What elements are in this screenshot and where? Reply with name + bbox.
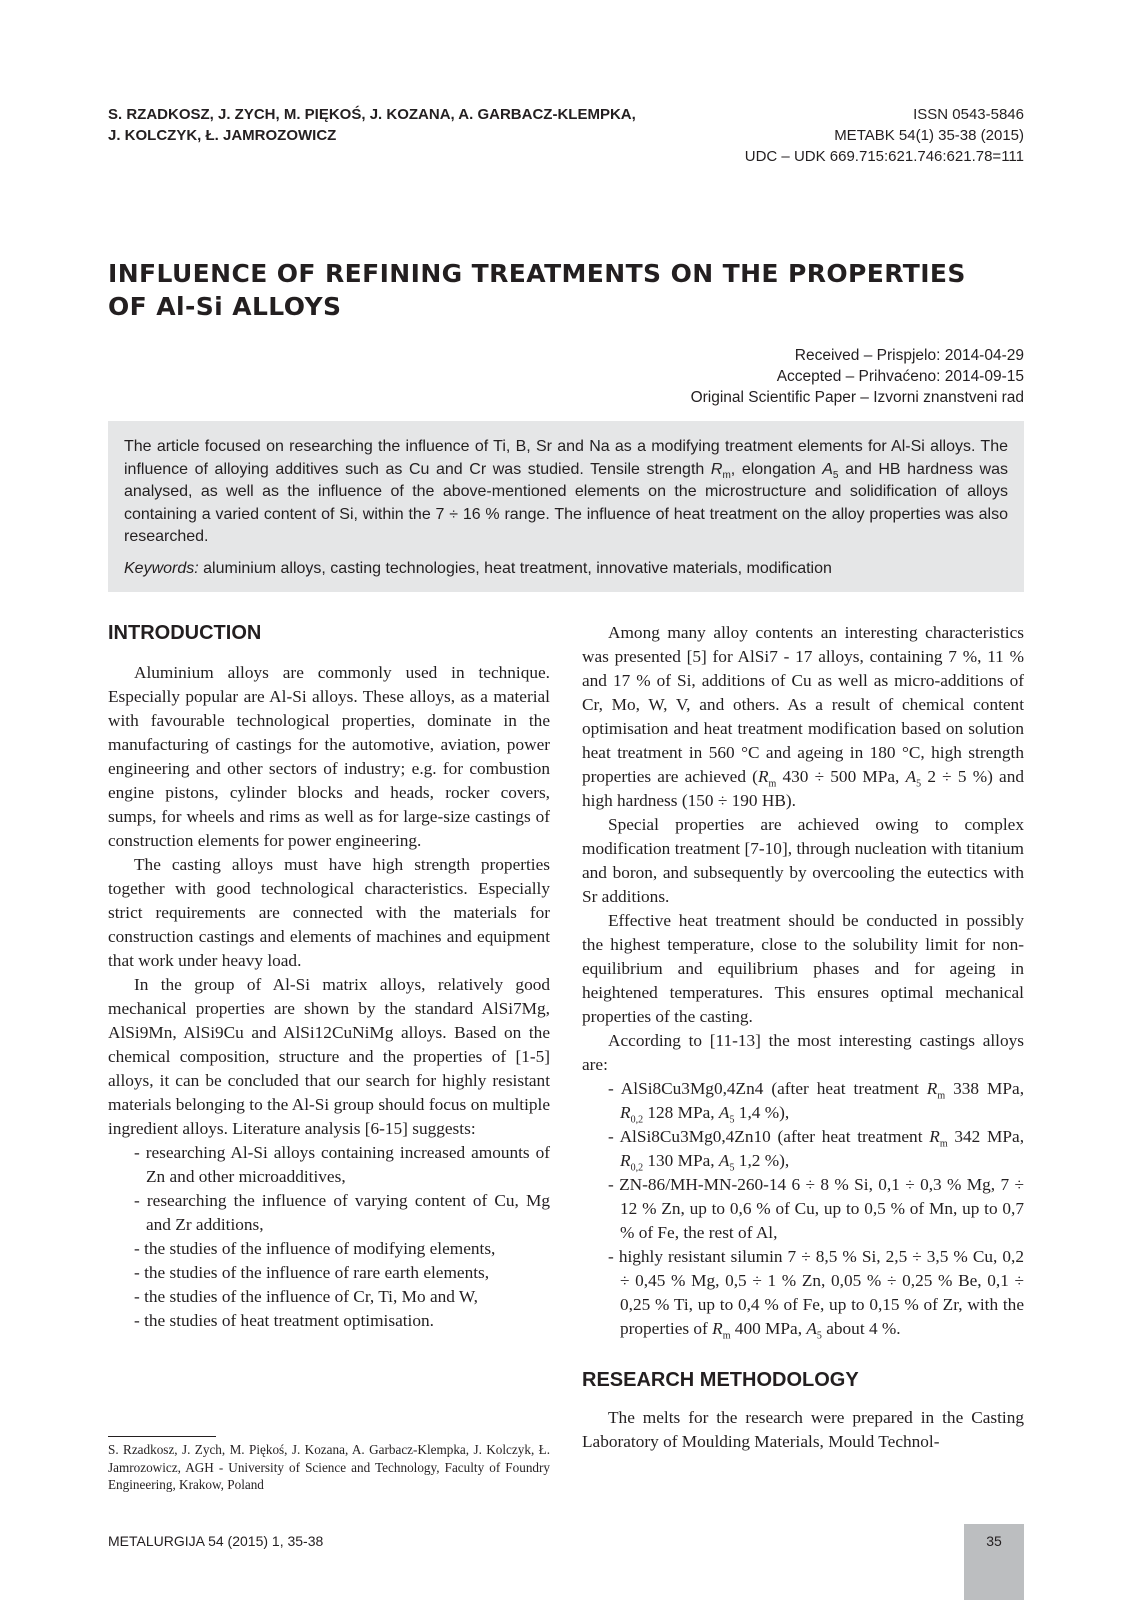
symbol: R [929,1127,940,1146]
list-item [582,1245,1024,1341]
udc: UDC – UDK 669.715:621.746:621.78=111 [744,148,1024,165]
right-paragraph-4: According to [11-13] the most interesting castings alloys are: [582,1031,1024,1074]
title-line-1: INFLUENCE OF REFINING TREATMENTS ON THE PROPERTIES [108,259,966,288]
footnote-divider [108,1436,216,1437]
symbol: R [620,1103,631,1122]
list-item: - the studies of the influence of rare earth elements, [108,1261,550,1285]
text-part: 128 MPa, [643,1103,719,1122]
research-methodology-heading: RESEARCH METHODOLOGY [582,1369,859,1391]
abstract-part: , elongation [730,460,823,478]
symbol: A [718,1103,730,1122]
metabk: METABK 54(1) 35-38 (2015) [834,127,1024,144]
right-paragraph-2: Special properties are achieved owing to complex modification treatment [7-10], through nucleation with titanium and boron, and subsequently by overcooling the eutectics with Sr additions. [582,815,1024,906]
list-item [582,1077,1024,1125]
text-part: AlSi8Cu3Mg0,4Zn10 (after heat treatment [619,1127,930,1146]
text-part: 430 ÷ 500 MPa, [776,767,906,786]
subscript: 5 [729,1114,735,1126]
journal-info [745,104,1024,167]
text-part: 342 MPa, [947,1127,1025,1146]
abstract-text [124,436,1008,549]
text-part: AlSi8Cu3Mg0,4Zn4 (after heat treatment [620,1079,927,1098]
right-paragraph-1 [582,621,1024,813]
symbol: R [712,1319,723,1338]
left-column [108,621,550,1333]
subscript: m [937,1090,946,1102]
abstract-box [108,421,1024,592]
subscript: m [722,1330,731,1342]
subscript: 0,2 [630,1114,644,1126]
intro-paragraph-2: The casting alloys must have high strength properties together with good technological characteristics. Especially strict requirements are connected with the materials for construction castings and elements of machines and equipment that work under heavy load. [108,855,550,970]
accepted-date: Accepted – Prihvaćeno: 2014-09-15 [776,368,1024,385]
introduction-heading: INTRODUCTION [108,622,262,644]
symbol: A [718,1151,730,1170]
subscript: m [722,469,731,481]
list-item: - ZN-86/MH-MN-260-14 6 ÷ 8 % Si, 0,1 ÷ 0,3 % Mg, 7 ÷ 12 % Zn, up to 0,6 % of Cu, up to 0,5 % of Mn, up to 0,7 % of Fe, the rest of Al, [582,1173,1024,1245]
abstract-part: and HB hardness was analysed, as well as the influence of the above-mentioned elements on the microstructure and solidification of alloys containing a varied content of Si, within the 7 ÷ 16 % range. The influence of heat treatment on the alloy properties was also researched. [124,460,1008,545]
text-part: 1,4 %), [734,1103,790,1122]
methodology-paragraph: The melts for the research were prepared in the Casting Laboratory of Moulding Materials, Mould Technol- [582,1408,1024,1451]
symbol: A [822,460,833,478]
list-item: - researching Al-Si alloys containing increased amounts of Zn and other microadditives, [108,1141,550,1189]
alloys-list [582,1077,1024,1341]
subscript: m [768,778,777,790]
subscript: m [939,1138,948,1150]
paper-type: Original Scientific Paper – Izvorni znanstveni rad [690,389,1024,406]
list-item [582,1125,1024,1173]
page-number: 35 [986,1533,1002,1549]
list-item: - the studies of the influence of Cr, Ti, Mo and W, [108,1285,550,1309]
text-part: 1,2 %), [734,1151,790,1170]
symbol: R [926,1079,938,1098]
symbol: A [905,767,917,786]
journal-footer: METALURGIJA 54 (2015) 1, 35-38 [108,1533,324,1549]
symbol: A [806,1319,817,1338]
subscript: 0,2 [630,1162,644,1174]
intro-paragraph-3: In the group of Al-Si matrix alloys, relatively good mechanical properties are shown by the standard AlSi7Mg, AlSi9Mn, AlSi9Cu and AlSi12CuNiMg alloys. Based on the chemical composition, structure and the properties of [1-5] alloys, it can be concluded that our search for highly resistant materials belonging to the Al-Si group should focus on multiple ingredient alloys. Literature analysis [6-15] suggests: [108,975,550,1138]
page-number-box [964,1524,1024,1600]
text-part: about 4 %. [821,1319,901,1338]
received-date: Received – Prispjelo: 2014-04-29 [794,347,1024,364]
authors-line-1: S. RZADKOSZ, J. ZYCH, M. PIĘKOŚ, J. KOZANA, A. GARBACZ-KLEMPKA, [108,106,636,123]
subscript: 5 [832,469,839,481]
authors-line-2: J. KOLCZYK, Ł. JAMROZOWICZ [108,127,337,144]
keywords [124,558,1008,581]
subscript: 5 [816,1330,822,1342]
keywords-list: aluminium alloys, casting technologies, heat treatment, innovative materials, modification [198,559,832,577]
authors [108,104,688,146]
symbol: R [757,767,769,786]
abstract-part: The article focused on researching the influence of Ti, B, Sr and Na as a modifying treatment elements for Al-Si alloys. The influence of alloying additives such as Cu and Cr was studied. Tensile strength [124,438,1008,478]
text-part: highly resistant silumin 7 ÷ 8,5 % Si, 2,5 ÷ 3,5 % Cu, 0,2 ÷ 0,45 % Mg, 0,5 ÷ 1 % Zn, 0,05 % ÷ 0,25 % Be, 0,1 ÷ 0,25 % Ti, up to 0,4 % of Fe, up to 0,15 % of Zr, with the properties of [618,1247,1024,1338]
intro-paragraph-1: Aluminium alloys are commonly used in technique. Especially popular are Al-Si alloys. These alloys, as a material with favourable technological properties, dominate in the manufacturing of castings for the automotive, aviation, power engineering and other sectors of industry; e.g. for combustion engine pistons, cylinder blocks and heads, rocker covers, sumps, for wheels and rims as well as for large-size castings of construction elements for power engineering. [108,663,550,850]
title-line-2: OF Al-Si ALLOYS [108,292,342,321]
author-affiliation-footnote: S. Rzadkosz, J. Zych, M. Piękoś, J. Kozana, A. Garbacz-Klempka, J. Kolczyk, Ł. Jamrozowicz, AGH - University of Science and Technology, Faculty of Foundry Engineering, Krakow, Poland [108,1442,550,1492]
research-directions-list [108,1141,550,1333]
list-item: - the studies of heat treatment optimisation. [108,1309,550,1333]
paper-dates [691,345,1024,408]
paper-title [108,257,1028,323]
symbol: R [710,460,723,478]
right-column [582,621,1024,1454]
text-part: 338 MPa, [945,1079,1025,1098]
text-part: Among many alloy contents an interesting characteristics was presented [5] for AlSi7 - 17 alloys, containing 7 %, 11 % and 17 % of Si, additions of Cu as well as micro-additions of Cr, Mo, W, V, and others. As a result of chemical content optimisation and heat treatment modification based on solution heat treatment in 560 °C and ageing in 180 °C, high strength properties are achieved ( [582,623,1024,786]
keywords-label: Keywords: [124,559,199,577]
issn: ISSN 0543-5846 [913,106,1024,123]
list-item: - the studies of the influence of modifying elements, [108,1237,550,1261]
symbol: R [620,1151,631,1170]
text-part: 2 ÷ 5 %) and high hardness (150 ÷ 190 HB). [582,767,1024,810]
text-part: 400 MPa, [730,1319,807,1338]
subscript: 5 [729,1162,735,1174]
subscript: 5 [916,778,922,790]
text-part: 130 MPa, [643,1151,719,1170]
right-paragraph-3: Effective heat treatment should be conducted in possibly the highest temperature, close to the solubility limit for non-equilibrium and equilibrium phases and for ageing in heightened temperatures. This ensures optimal mechanical properties of the casting. [582,911,1024,1026]
list-item: - researching the influence of varying content of Cu, Mg and Zr additions, [108,1189,550,1237]
